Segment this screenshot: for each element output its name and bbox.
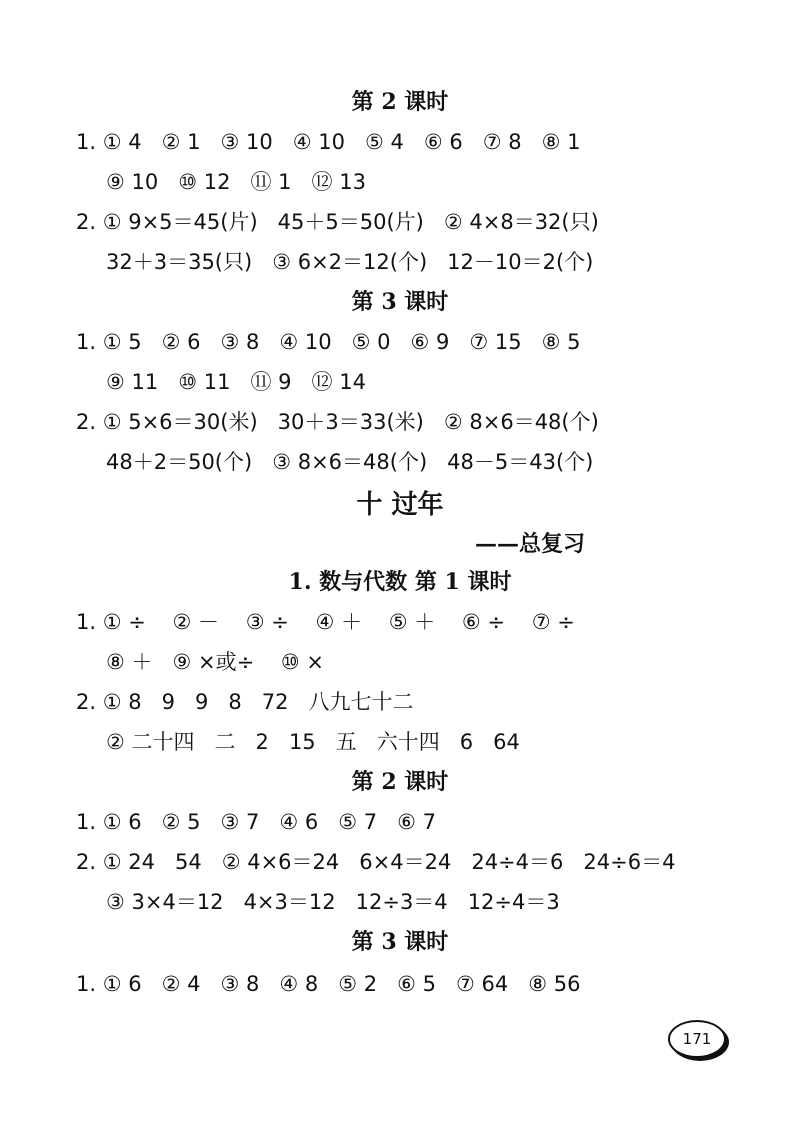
lesson-3-question-1-line-1: 1. ① 5 ② 6 ③ 8 ④ 10 ⑤ 0 ⑥ 9 ⑦ 15 ⑧ 5	[76, 330, 581, 354]
lesson-3-question-2-line-2: 48＋2＝50(个) ③ 8×6＝48(个) 48－5＝43(个)	[106, 450, 594, 474]
page-number-badge	[668, 1020, 726, 1058]
part-1-lesson-1-heading: 1. 数与代数 第 1 课时	[288, 569, 512, 595]
unit-subtitle: ——总复习	[475, 531, 586, 557]
lesson-2-question-1-line-2: ⑨ 10 ⑩ 12 ⑪ 1 ⑫ 13	[106, 170, 366, 194]
lesson-3-heading: 第 3 课时	[351, 289, 449, 315]
lesson-2-question-2-line-1: 2. ① 9×5＝45(片) 45＋5＝50(片) ② 4×8＝32(只)	[76, 210, 599, 234]
lesson-2-question-2-line-2: 32＋3＝35(只) ③ 6×2＝12(个) 12－10＝2(个)	[106, 250, 594, 274]
part-1-question-1-line-2: ⑧ ＋ ⑨ ×或÷ ⑩ ×	[106, 650, 325, 674]
part-1-lesson-2-heading: 第 2 课时	[351, 769, 449, 795]
part-1-lesson-2-question-1: 1. ① 6 ② 5 ③ 7 ④ 6 ⑤ 7 ⑥ 7	[76, 810, 437, 834]
part-1-lesson-3-question-1: 1. ① 6 ② 4 ③ 8 ④ 8 ⑤ 2 ⑥ 5 ⑦ 64 ⑧ 56	[76, 972, 581, 996]
lesson-2-heading: 第 2 课时	[351, 89, 449, 115]
part-1-question-2-line-2: ② 二十四 二 2 15 五 六十四 6 64	[106, 730, 520, 754]
part-1-lesson-2-question-2-line-2: ③ 3×4＝12 4×3＝12 12÷3＝4 12÷4＝3	[106, 890, 560, 914]
part-1-lesson-2-question-2-line-1: 2. ① 24 54 ② 4×6＝24 6×4＝24 24÷4＝6 24÷6＝4	[76, 850, 676, 874]
lesson-3-question-1-line-2: ⑨ 11 ⑩ 11 ⑪ 9 ⑫ 14	[106, 370, 366, 394]
page-number: 171	[682, 1030, 712, 1048]
lesson-3-question-2-line-1: 2. ① 5×6＝30(米) 30＋3＝33(米) ② 8×6＝48(个)	[76, 410, 599, 434]
part-1-lesson-3-heading: 第 3 课时	[351, 929, 449, 955]
part-1-question-1-line-1: 1. ① ÷ ② － ③ ÷ ④ ＋ ⑤ ＋ ⑥ ÷ ⑦ ÷	[76, 610, 575, 634]
unit-title: 十 过年	[356, 490, 444, 520]
lesson-2-question-1-line-1: 1. ① 4 ② 1 ③ 10 ④ 10 ⑤ 4 ⑥ 6 ⑦ 8 ⑧ 1	[76, 130, 581, 154]
part-1-question-2-line-1: 2. ① 8 9 9 8 72 八九七十二	[76, 690, 414, 714]
